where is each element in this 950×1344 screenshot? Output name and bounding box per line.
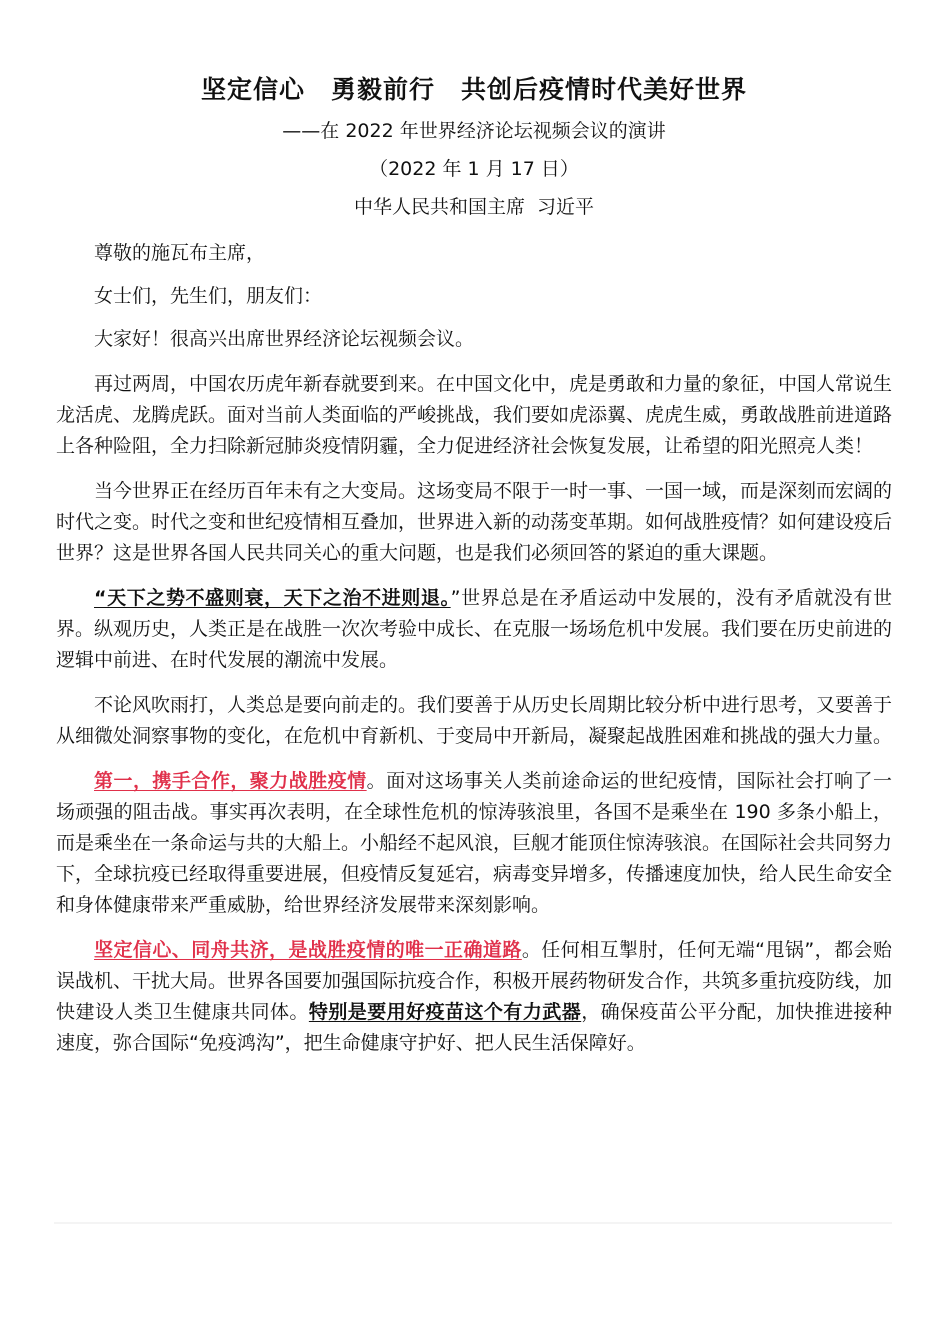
salutation-chairman: 尊敬的施瓦布主席， bbox=[94, 242, 266, 264]
paragraph-quote-text: ”世界总是在矛盾运动中发展的，没有矛盾就没有世界。纵观历史，人类正是在战胜一次次考验中成长、在克服一场场危机中发展。我们要在历史前进的逻辑中前进、在时代发展的潮流中发展。 bbox=[56, 587, 893, 671]
salutation-audience: 女士们，先生们，朋友们： bbox=[94, 285, 323, 307]
paragraph-confidence bbox=[56, 935, 892, 1059]
greeting: 大家好！很高兴出席世界经济论坛视频会议。 bbox=[94, 328, 475, 350]
paragraph-tiger-year: 再过两周，中国农历虎年新春就要到来。在中国文化中，虎是勇敢和力量的象征，中国人常说生龙活虎、龙腾虎跃。面对当前人类面临的严峻挑战，我们要如虎添翼、虎虎生威，勇敢战胜前进道路上各种险阻，全力扫除新冠肺炎疫情阴霾，全力促进经济社会恢复发展，让希望的阳光照亮人类！ bbox=[56, 373, 893, 457]
footer-divider bbox=[54, 1222, 892, 1224]
vaccine-emphasis: 特别是要用好疫苗这个有力武器 bbox=[308, 1001, 582, 1023]
classical-quote: “天下之势不盛则衰，天下之治不进则退。 bbox=[94, 587, 451, 609]
first-point-text: 。面对这场事关人类前途命运的世纪疫情，国际社会打响了一场顽强的阻击战。事实再次表明，在全球性危机的惊涛骇浪里，各国不是乘坐在 190 多条小船上，而是乘坐在一条命运与共的大船上。小船经不起风浪，巨舰才能顶住惊涛骇浪。在国际社会共同努力下，全球抗疫已经取得重要进展，但疫情反复延宕，病毒变异增多，传播速度加快，给人民生命安全和身体健康带来严重威胁，给世界经济发展带来深刻影响。 bbox=[56, 770, 893, 916]
document-date: （2022 年 1 月 17 日） bbox=[369, 158, 579, 180]
confidence-heading: 坚定信心、同舟共济，是战胜疫情的唯一正确道路 bbox=[94, 939, 522, 961]
document-subtitle: ——在 2022 年世界经济论坛视频会议的演讲 bbox=[282, 120, 666, 142]
confidence-text: 。任何相互掣肘，任何无端“甩锅”，都会贻误战机、干扰大局。世界各国要加强国际抗疫合作，积极开展药物研发合作，共筑多重抗疫防线，加快建设人类卫生健康共同体。 bbox=[56, 939, 893, 1023]
document-title: 坚定信心 勇毅前行 共创后疫情时代美好世界 bbox=[200, 75, 747, 104]
paragraph-first-point bbox=[56, 766, 892, 921]
paragraph-forward: 不论风吹雨打，人类总是要向前走的。我们要善于从历史长周期比较分析中进行思考，又要善于从细微处洞察事物的变化，在危机中育新机、于变局中开新局，凝聚起战胜困难和挑战的强大力量。 bbox=[56, 694, 893, 747]
paragraph-great-changes: 当今世界正在经历百年未有之大变局。这场变局不限于一时一事、一国一域，而是深刻而宏阔的时代之变。时代之变和世纪疫情相互叠加，世界进入新的动荡变革期。如何战胜疫情？如何建设疫后世界？这是世界各国人民共同关心的重大问题，也是我们必须回答的紧迫的重大课题。 bbox=[56, 480, 893, 564]
document-page bbox=[56, 68, 892, 1059]
first-point-heading: 第一，携手合作，聚力战胜疫情 bbox=[94, 770, 367, 792]
confidence-text-end: ，确保疫苗公平分配，加快推进接种速度，弥合国际“免疫鸿沟”，把生命健康守护好、把人民生活保障好。 bbox=[56, 1001, 892, 1054]
document-author: 中华人民共和国主席 习近平 bbox=[353, 196, 595, 218]
paragraph-quote bbox=[56, 583, 892, 676]
